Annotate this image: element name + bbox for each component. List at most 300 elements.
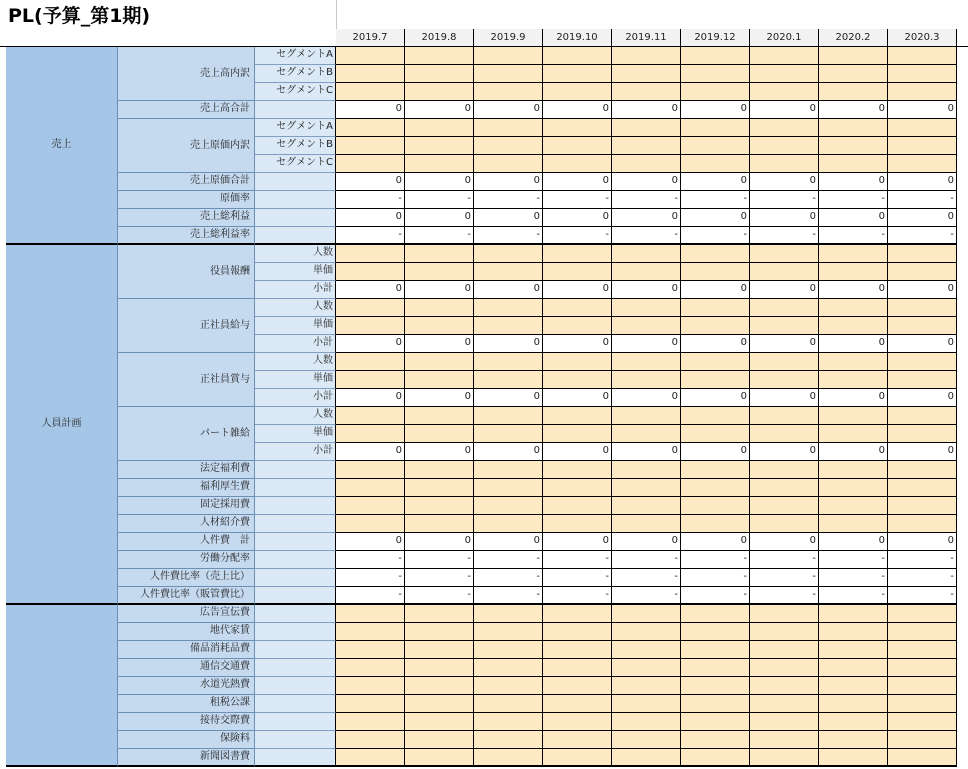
input-cell[interactable] (681, 497, 750, 515)
calc-cell[interactable]: 0 (543, 443, 612, 461)
input-cell[interactable] (543, 677, 612, 695)
input-cell[interactable] (474, 641, 543, 659)
calc-cell[interactable]: 0 (612, 335, 681, 353)
input-cell[interactable] (681, 515, 750, 533)
input-cell[interactable] (612, 641, 681, 659)
input-cell[interactable] (336, 263, 405, 281)
input-cell[interactable] (543, 263, 612, 281)
month-header[interactable]: 2020.1 (750, 29, 819, 47)
calc-cell[interactable]: - (543, 191, 612, 209)
calc-cell[interactable]: 0 (681, 281, 750, 299)
input-cell[interactable] (819, 425, 888, 443)
calc-cell[interactable]: 0 (543, 101, 612, 119)
calc-cell[interactable]: 0 (819, 101, 888, 119)
input-cell[interactable] (681, 695, 750, 713)
input-cell[interactable] (405, 713, 474, 731)
calc-cell[interactable]: 0 (336, 335, 405, 353)
input-cell[interactable] (681, 407, 750, 425)
calc-cell[interactable]: 0 (612, 209, 681, 227)
input-cell[interactable] (405, 317, 474, 335)
input-cell[interactable] (612, 65, 681, 83)
calc-cell[interactable]: 0 (474, 335, 543, 353)
input-cell[interactable] (681, 317, 750, 335)
input-cell[interactable] (819, 713, 888, 731)
input-cell[interactable] (681, 605, 750, 623)
calc-cell[interactable]: 0 (819, 335, 888, 353)
input-cell[interactable] (405, 263, 474, 281)
calc-cell[interactable]: 0 (750, 173, 819, 191)
input-cell[interactable] (336, 695, 405, 713)
calc-cell[interactable]: - (612, 227, 681, 245)
input-cell[interactable] (819, 155, 888, 173)
input-cell[interactable] (681, 623, 750, 641)
input-cell[interactable] (750, 713, 819, 731)
calc-cell[interactable]: 0 (336, 209, 405, 227)
input-cell[interactable] (474, 605, 543, 623)
calc-cell[interactable]: - (819, 569, 888, 587)
input-cell[interactable] (612, 371, 681, 389)
input-cell[interactable] (543, 47, 612, 65)
input-cell[interactable] (543, 245, 612, 263)
input-cell[interactable] (681, 479, 750, 497)
month-header[interactable]: 2019.10 (543, 29, 612, 47)
input-cell[interactable] (750, 623, 819, 641)
input-cell[interactable] (681, 245, 750, 263)
input-cell[interactable] (819, 605, 888, 623)
input-cell[interactable] (405, 731, 474, 749)
calc-cell[interactable]: - (405, 191, 474, 209)
calc-cell[interactable]: - (474, 191, 543, 209)
input-cell[interactable] (612, 749, 681, 767)
input-cell[interactable] (888, 371, 957, 389)
input-cell[interactable] (543, 425, 612, 443)
input-cell[interactable] (543, 119, 612, 137)
input-cell[interactable] (750, 659, 819, 677)
input-cell[interactable] (543, 659, 612, 677)
calc-cell[interactable]: 0 (750, 335, 819, 353)
input-cell[interactable] (405, 155, 474, 173)
input-cell[interactable] (405, 461, 474, 479)
input-cell[interactable] (474, 245, 543, 263)
calc-cell[interactable]: - (888, 587, 957, 605)
calc-cell[interactable]: - (750, 191, 819, 209)
input-cell[interactable] (819, 353, 888, 371)
input-cell[interactable] (750, 263, 819, 281)
input-cell[interactable] (474, 623, 543, 641)
input-cell[interactable] (888, 137, 957, 155)
calc-cell[interactable]: - (543, 227, 612, 245)
input-cell[interactable] (750, 731, 819, 749)
input-cell[interactable] (612, 317, 681, 335)
input-cell[interactable] (543, 83, 612, 101)
input-cell[interactable] (888, 713, 957, 731)
calc-cell[interactable]: 0 (681, 533, 750, 551)
calc-cell[interactable]: 0 (543, 533, 612, 551)
input-cell[interactable] (405, 425, 474, 443)
input-cell[interactable] (819, 695, 888, 713)
calc-cell[interactable]: - (750, 551, 819, 569)
input-cell[interactable] (336, 515, 405, 533)
input-cell[interactable] (474, 695, 543, 713)
calc-cell[interactable]: - (681, 569, 750, 587)
input-cell[interactable] (888, 155, 957, 173)
calc-cell[interactable]: 0 (888, 101, 957, 119)
input-cell[interactable] (750, 461, 819, 479)
calc-cell[interactable]: 0 (819, 533, 888, 551)
calc-cell[interactable]: - (888, 569, 957, 587)
input-cell[interactable] (474, 749, 543, 767)
input-cell[interactable] (819, 263, 888, 281)
input-cell[interactable] (888, 659, 957, 677)
input-cell[interactable] (543, 155, 612, 173)
calc-cell[interactable]: - (750, 227, 819, 245)
calc-cell[interactable]: - (336, 191, 405, 209)
input-cell[interactable] (543, 695, 612, 713)
calc-cell[interactable]: - (336, 551, 405, 569)
input-cell[interactable] (750, 353, 819, 371)
input-cell[interactable] (336, 407, 405, 425)
month-header[interactable]: 2019.7 (336, 29, 405, 47)
input-cell[interactable] (681, 461, 750, 479)
input-cell[interactable] (543, 461, 612, 479)
input-cell[interactable] (681, 155, 750, 173)
input-cell[interactable] (888, 461, 957, 479)
calc-cell[interactable]: 0 (612, 389, 681, 407)
input-cell[interactable] (474, 263, 543, 281)
calc-cell[interactable]: 0 (474, 281, 543, 299)
input-cell[interactable] (681, 47, 750, 65)
input-cell[interactable] (405, 245, 474, 263)
input-cell[interactable] (405, 119, 474, 137)
input-cell[interactable] (336, 479, 405, 497)
input-cell[interactable] (543, 497, 612, 515)
calc-cell[interactable]: 0 (750, 209, 819, 227)
calc-cell[interactable]: 0 (336, 173, 405, 191)
input-cell[interactable] (474, 353, 543, 371)
calc-cell[interactable]: 0 (750, 101, 819, 119)
input-cell[interactable] (888, 83, 957, 101)
input-cell[interactable] (612, 407, 681, 425)
input-cell[interactable] (681, 713, 750, 731)
input-cell[interactable] (612, 605, 681, 623)
input-cell[interactable] (612, 155, 681, 173)
input-cell[interactable] (612, 731, 681, 749)
calc-cell[interactable]: - (819, 191, 888, 209)
input-cell[interactable] (819, 659, 888, 677)
input-cell[interactable] (336, 713, 405, 731)
input-cell[interactable] (819, 137, 888, 155)
calc-cell[interactable]: 0 (819, 281, 888, 299)
calc-cell[interactable]: 0 (819, 389, 888, 407)
calc-cell[interactable]: - (405, 227, 474, 245)
input-cell[interactable] (612, 461, 681, 479)
calc-cell[interactable]: 0 (819, 443, 888, 461)
calc-cell[interactable]: 0 (819, 209, 888, 227)
input-cell[interactable] (474, 317, 543, 335)
input-cell[interactable] (681, 371, 750, 389)
input-cell[interactable] (474, 119, 543, 137)
calc-cell[interactable]: - (612, 191, 681, 209)
input-cell[interactable] (336, 605, 405, 623)
input-cell[interactable] (336, 497, 405, 515)
input-cell[interactable] (405, 641, 474, 659)
calc-cell[interactable]: 0 (474, 101, 543, 119)
month-header[interactable]: 2019.9 (474, 29, 543, 47)
calc-cell[interactable]: 0 (543, 209, 612, 227)
input-cell[interactable] (543, 317, 612, 335)
input-cell[interactable] (681, 353, 750, 371)
input-cell[interactable] (612, 137, 681, 155)
calc-cell[interactable]: - (819, 551, 888, 569)
input-cell[interactable] (474, 659, 543, 677)
calc-cell[interactable]: - (750, 587, 819, 605)
input-cell[interactable] (336, 317, 405, 335)
input-cell[interactable] (612, 623, 681, 641)
input-cell[interactable] (819, 317, 888, 335)
input-cell[interactable] (336, 659, 405, 677)
calc-cell[interactable]: - (681, 191, 750, 209)
input-cell[interactable] (888, 623, 957, 641)
calc-cell[interactable]: - (336, 587, 405, 605)
input-cell[interactable] (612, 353, 681, 371)
input-cell[interactable] (750, 425, 819, 443)
calc-cell[interactable]: 0 (405, 173, 474, 191)
input-cell[interactable] (888, 245, 957, 263)
input-cell[interactable] (474, 371, 543, 389)
input-cell[interactable] (819, 245, 888, 263)
input-cell[interactable] (612, 119, 681, 137)
calc-cell[interactable]: 0 (888, 281, 957, 299)
calc-cell[interactable]: 0 (888, 335, 957, 353)
calc-cell[interactable]: 0 (888, 389, 957, 407)
input-cell[interactable] (750, 119, 819, 137)
calc-cell[interactable]: 0 (750, 533, 819, 551)
input-cell[interactable] (681, 749, 750, 767)
calc-cell[interactable]: 0 (612, 173, 681, 191)
input-cell[interactable] (612, 245, 681, 263)
input-cell[interactable] (543, 137, 612, 155)
input-cell[interactable] (474, 47, 543, 65)
input-cell[interactable] (612, 263, 681, 281)
input-cell[interactable] (819, 479, 888, 497)
input-cell[interactable] (405, 497, 474, 515)
input-cell[interactable] (405, 137, 474, 155)
calc-cell[interactable]: 0 (888, 533, 957, 551)
calc-cell[interactable]: - (819, 227, 888, 245)
input-cell[interactable] (543, 641, 612, 659)
calc-cell[interactable]: 0 (405, 101, 474, 119)
input-cell[interactable] (750, 155, 819, 173)
input-cell[interactable] (543, 65, 612, 83)
input-cell[interactable] (819, 497, 888, 515)
calc-cell[interactable]: - (543, 551, 612, 569)
input-cell[interactable] (405, 299, 474, 317)
input-cell[interactable] (405, 371, 474, 389)
input-cell[interactable] (819, 119, 888, 137)
calc-cell[interactable]: 0 (888, 443, 957, 461)
input-cell[interactable] (612, 299, 681, 317)
input-cell[interactable] (336, 353, 405, 371)
input-cell[interactable] (405, 677, 474, 695)
calc-cell[interactable]: 0 (405, 209, 474, 227)
input-cell[interactable] (612, 83, 681, 101)
calc-cell[interactable]: - (405, 587, 474, 605)
input-cell[interactable] (543, 605, 612, 623)
input-cell[interactable] (336, 137, 405, 155)
input-cell[interactable] (681, 65, 750, 83)
input-cell[interactable] (750, 65, 819, 83)
calc-cell[interactable]: 0 (888, 209, 957, 227)
calc-cell[interactable]: - (405, 569, 474, 587)
input-cell[interactable] (405, 83, 474, 101)
calc-cell[interactable]: - (336, 227, 405, 245)
calc-cell[interactable]: 0 (336, 101, 405, 119)
input-cell[interactable] (750, 371, 819, 389)
calc-cell[interactable]: - (819, 587, 888, 605)
input-cell[interactable] (612, 47, 681, 65)
input-cell[interactable] (888, 605, 957, 623)
calc-cell[interactable]: 0 (750, 443, 819, 461)
input-cell[interactable] (405, 515, 474, 533)
input-cell[interactable] (543, 479, 612, 497)
input-cell[interactable] (681, 299, 750, 317)
calc-cell[interactable]: 0 (474, 533, 543, 551)
input-cell[interactable] (819, 371, 888, 389)
input-cell[interactable] (750, 515, 819, 533)
calc-cell[interactable]: 0 (336, 389, 405, 407)
calc-cell[interactable]: - (888, 227, 957, 245)
input-cell[interactable] (888, 479, 957, 497)
input-cell[interactable] (336, 749, 405, 767)
input-cell[interactable] (474, 515, 543, 533)
input-cell[interactable] (336, 641, 405, 659)
input-cell[interactable] (888, 299, 957, 317)
input-cell[interactable] (819, 731, 888, 749)
input-cell[interactable] (819, 461, 888, 479)
calc-cell[interactable]: - (474, 587, 543, 605)
input-cell[interactable] (681, 263, 750, 281)
input-cell[interactable] (474, 137, 543, 155)
input-cell[interactable] (612, 677, 681, 695)
calc-cell[interactable]: - (474, 227, 543, 245)
input-cell[interactable] (543, 623, 612, 641)
month-header[interactable]: 2020.3 (888, 29, 957, 47)
input-cell[interactable] (474, 83, 543, 101)
input-cell[interactable] (474, 407, 543, 425)
input-cell[interactable] (543, 371, 612, 389)
month-header[interactable]: 2020.2 (819, 29, 888, 47)
calc-cell[interactable]: 0 (405, 281, 474, 299)
calc-cell[interactable]: - (612, 587, 681, 605)
calc-cell[interactable]: 0 (543, 389, 612, 407)
input-cell[interactable] (543, 515, 612, 533)
calc-cell[interactable]: 0 (681, 173, 750, 191)
input-cell[interactable] (888, 695, 957, 713)
calc-cell[interactable]: 0 (336, 533, 405, 551)
input-cell[interactable] (612, 425, 681, 443)
input-cell[interactable] (336, 299, 405, 317)
input-cell[interactable] (888, 407, 957, 425)
input-cell[interactable] (888, 749, 957, 767)
input-cell[interactable] (750, 497, 819, 515)
input-cell[interactable] (405, 605, 474, 623)
month-header[interactable]: 2019.8 (405, 29, 474, 47)
input-cell[interactable] (750, 245, 819, 263)
input-cell[interactable] (543, 353, 612, 371)
input-cell[interactable] (819, 677, 888, 695)
input-cell[interactable] (543, 299, 612, 317)
calc-cell[interactable]: 0 (474, 209, 543, 227)
input-cell[interactable] (474, 713, 543, 731)
input-cell[interactable] (681, 83, 750, 101)
input-cell[interactable] (405, 353, 474, 371)
input-cell[interactable] (336, 677, 405, 695)
calc-cell[interactable]: 0 (336, 443, 405, 461)
input-cell[interactable] (888, 353, 957, 371)
input-cell[interactable] (888, 119, 957, 137)
input-cell[interactable] (336, 371, 405, 389)
input-cell[interactable] (405, 407, 474, 425)
input-cell[interactable] (612, 659, 681, 677)
input-cell[interactable] (819, 47, 888, 65)
input-cell[interactable] (474, 461, 543, 479)
calc-cell[interactable]: - (888, 551, 957, 569)
input-cell[interactable] (819, 749, 888, 767)
input-cell[interactable] (750, 317, 819, 335)
input-cell[interactable] (819, 65, 888, 83)
calc-cell[interactable]: - (888, 191, 957, 209)
input-cell[interactable] (336, 461, 405, 479)
input-cell[interactable] (474, 299, 543, 317)
calc-cell[interactable]: 0 (543, 335, 612, 353)
calc-cell[interactable]: 0 (405, 335, 474, 353)
input-cell[interactable] (681, 659, 750, 677)
input-cell[interactable] (819, 299, 888, 317)
calc-cell[interactable]: 0 (543, 173, 612, 191)
input-cell[interactable] (750, 299, 819, 317)
calc-cell[interactable]: - (681, 587, 750, 605)
input-cell[interactable] (336, 65, 405, 83)
input-cell[interactable] (750, 695, 819, 713)
input-cell[interactable] (405, 659, 474, 677)
calc-cell[interactable]: - (405, 551, 474, 569)
input-cell[interactable] (336, 731, 405, 749)
input-cell[interactable] (405, 623, 474, 641)
input-cell[interactable] (888, 263, 957, 281)
input-cell[interactable] (681, 119, 750, 137)
input-cell[interactable] (750, 137, 819, 155)
calc-cell[interactable]: - (612, 569, 681, 587)
calc-cell[interactable]: - (681, 551, 750, 569)
input-cell[interactable] (819, 407, 888, 425)
calc-cell[interactable]: 0 (612, 101, 681, 119)
calc-cell[interactable]: 0 (474, 443, 543, 461)
calc-cell[interactable]: - (543, 569, 612, 587)
month-header[interactable]: 2019.12 (681, 29, 750, 47)
input-cell[interactable] (888, 47, 957, 65)
calc-cell[interactable]: 0 (474, 389, 543, 407)
input-cell[interactable] (336, 119, 405, 137)
input-cell[interactable] (819, 623, 888, 641)
input-cell[interactable] (405, 749, 474, 767)
input-cell[interactable] (681, 641, 750, 659)
input-cell[interactable] (543, 731, 612, 749)
input-cell[interactable] (750, 605, 819, 623)
input-cell[interactable] (750, 479, 819, 497)
input-cell[interactable] (612, 515, 681, 533)
calc-cell[interactable]: 0 (681, 389, 750, 407)
calc-cell[interactable]: - (750, 569, 819, 587)
